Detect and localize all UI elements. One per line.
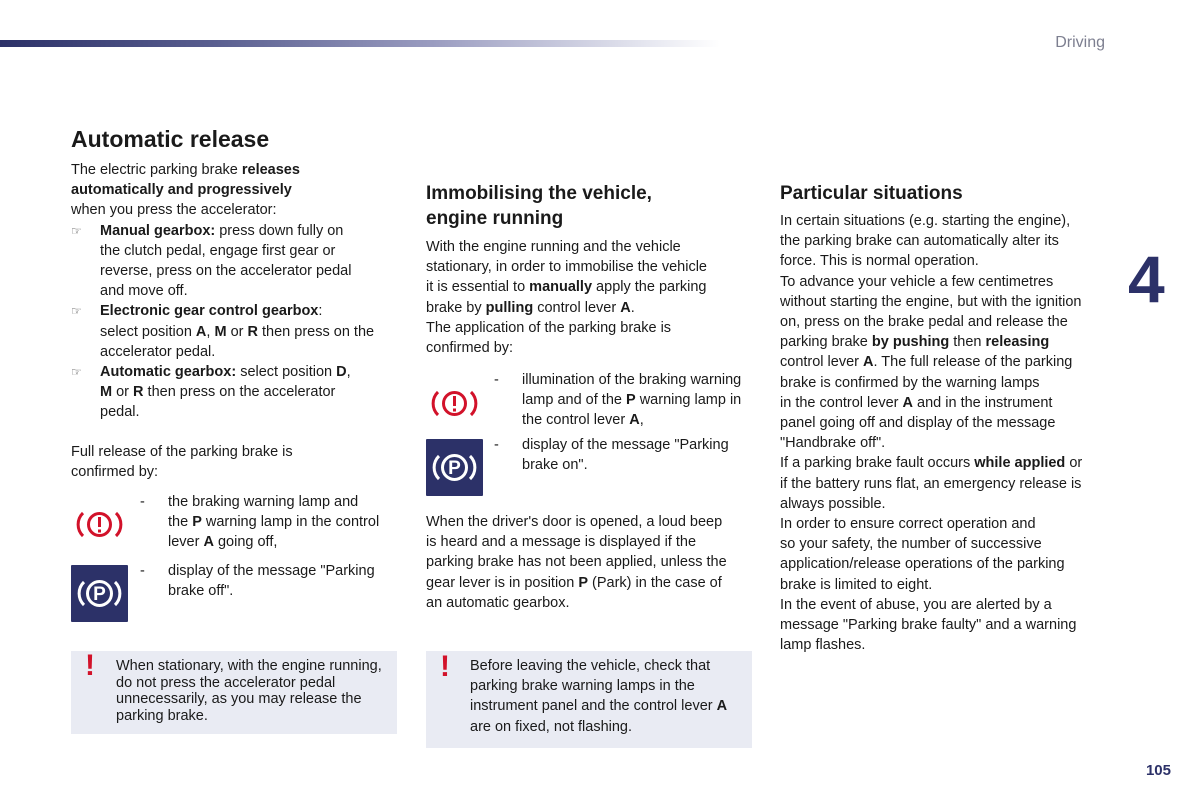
parking-brake-p-icon — [71, 565, 128, 622]
warning-exclamation-icon: ! — [85, 649, 95, 682]
bullet-automatic-gearbox: ☞ Automatic gearbox: select position D, M or R then press on the accelerator pedal. — [71, 364, 351, 421]
header-gradient-bar — [0, 40, 720, 47]
brake-warning-icon — [426, 375, 483, 432]
svg-text:P: P — [93, 584, 106, 605]
hand-pointer-icon: ☞ — [71, 304, 82, 319]
bullet-electronic-gearbox: ☞ Electronic gear control gearbox: select position A, M or R then press on the accelerator pedal. — [71, 303, 375, 360]
chapter-number: 4 — [1128, 242, 1165, 316]
bullet-manual-gearbox: ☞ Manual gearbox: press down fully on the clutch pedal, engage first gear or reverse, press on the accelerator pedal and move off. — [71, 222, 352, 300]
full-release-paragraph: Full release of the parking brake is confirmed by: — [71, 444, 293, 481]
warning-text: Before leaving the vehicle, check that parking brake warning lamps in the instrument panel and the control lever A are on fixed, not flashing. — [470, 658, 728, 735]
immobilising-heading: Immobilising the vehicle, engine running — [426, 183, 652, 229]
warning-box-stationary — [71, 651, 397, 734]
parking-brake-p-icon — [426, 439, 483, 496]
warning-box-leaving-vehicle — [426, 651, 752, 748]
section-title: Driving — [1055, 34, 1105, 51]
particular-heading: Particular situations — [780, 183, 963, 204]
svg-text:P: P — [448, 458, 461, 479]
warning-exclamation-icon: ! — [440, 650, 450, 683]
intro-paragraph: The electric parking brake releases automatically and progressively when you press the accelerator: ☞ Manual gearbox: press down fully on the clutch pedal, engage first gear or reverse, press on the accelerator pedal and move off. ☞ Electronic gear control gearbox: select position A, M or R then press on the accelerator pedal. ☞ Automatic gearbox: select position D, M or R then press on the accelerator pedal. — [71, 160, 401, 423]
hand-pointer-icon: ☞ — [71, 223, 82, 238]
page-title: Automatic release — [71, 126, 270, 152]
particular-paragraph: In certain situations (e.g. starting the engine), the parking brake can automatically alter its force. This is normal operation. To advance your vehicle a few centimetres without starting the engine, but with the ignition on, press on the brake pedal and release the parking brake by pushing then releasing control lever A. The full release of the parking brake is confirmed by the warning lamps in the control lever A and in the instrument panel going off and display of the message "Handbrake off". If a parking brake fault occurs while applied or if the battery runs flat, an emergency release is always possible. In order to ensure correct operation and so your safety, the number of successive application/release operations of the parking brake is limited to eight. In the event of abuse, you are alerted by a message "Parking brake faulty" and a warning lamp flashes. — [780, 213, 1083, 654]
hand-pointer-icon: ☞ — [71, 365, 82, 380]
brake-warning-icon — [71, 496, 128, 553]
page-number: 105 — [1145, 762, 1171, 779]
warning-text: When stationary, with the engine running, do not press the accelerator pedal unnecessarily, as you may release the parking brake. — [116, 658, 382, 724]
door-beep-paragraph: When the driver's door is opened, a loud beep is heard and a message is displayed if the parking brake has not been applied, unless the gear lever is in position P (Park) in the case of an automatic gearbox. — [426, 514, 727, 611]
immobilising-paragraph: With the engine running and the vehicle stationary, in order to immobilise the vehicle it is essential to manually apply the parking brake by pulling control lever A. The application of the parking brake is confirmed by: — [426, 239, 707, 357]
